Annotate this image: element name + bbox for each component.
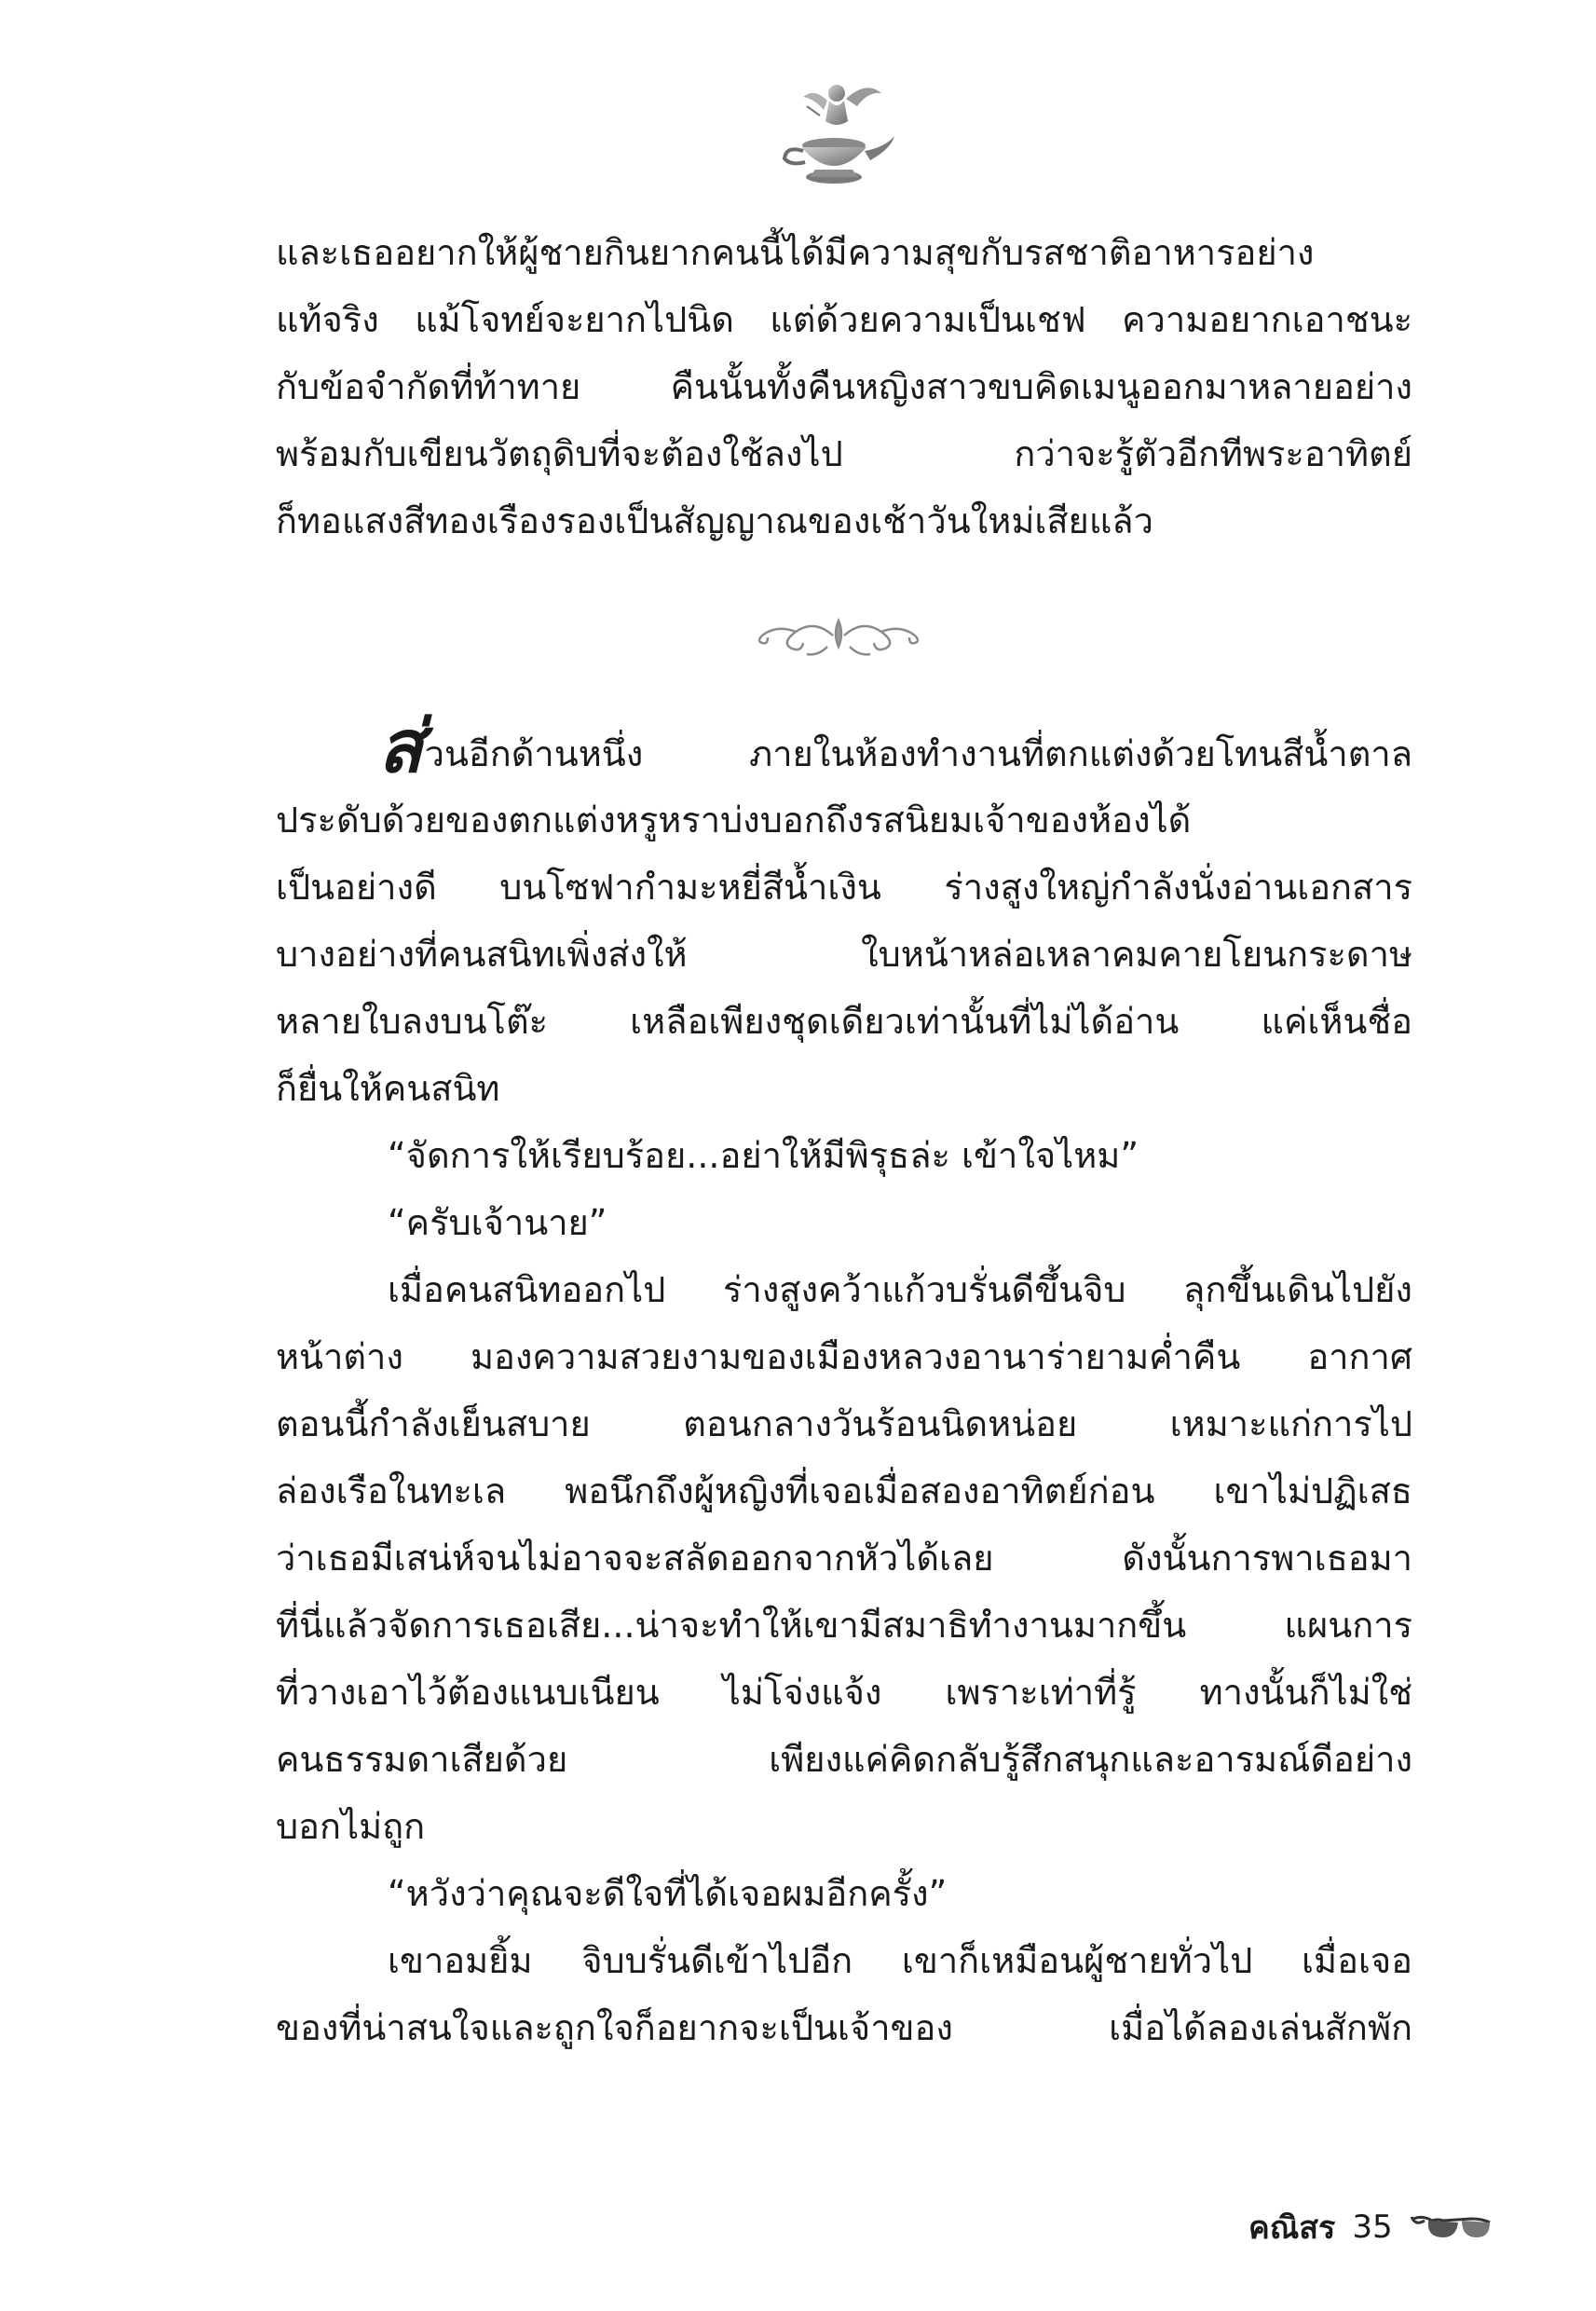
text-line: ที่นี่แล้วจัดการเธอเสีย...น่าจะทำให้เขามีสมาธิทำงานมากขึ้น แผนการ (276, 1605, 1412, 1646)
text-line: แท้จริง แม้โจทย์จะยากไปนิด แต่ด้วยความเป็นเชฟ ความอยากเอาชนะ (276, 299, 1412, 340)
page-footer (1248, 2199, 1494, 2255)
text-line: พร้อมกับเขียนวัตถุดิบที่จะต้องใช้ลงไป กว่าจะรู้ตัวอีกทีพระอาทิตย์ (276, 433, 1412, 474)
text-line: ก็ยื่นให้คนสนิท (276, 1068, 500, 1109)
book-title: คณิสร (1248, 2209, 1336, 2247)
text-line: หน้าต่าง มองความสวยงามของเมืองหลวงอานาร่ายามค่ำคืน อากาศ (276, 1336, 1412, 1377)
text-line: ของที่น่าสนใจและถูกใจก็อยากจะเป็นเจ้าของ เมื่อได้ลองเล่นสักพัก (276, 2007, 1412, 2048)
text-line: ประดับด้วยของตกแต่งหรูหราบ่งบอกถึงรสนิยมเจ้าของห้องได้ (276, 800, 1192, 841)
text-line: ว่าเธอมีเสน่ห์จนไม่อาจจะสลัดออกจากหัวได้เลย ดังนั้นการพาเธอมา (276, 1538, 1412, 1579)
sunglasses-icon (1410, 2211, 1494, 2243)
text-line: เมื่อคนสนิทออกไป ร่างสูงคว้าแก้วบรั่นดีขึ้นจิบ ลุกขึ้นเดินไปยัง (388, 1269, 1412, 1310)
text-line-first (276, 705, 1412, 789)
text-line: และเธออยากให้ผู้ชายกินยากคนนี้ได้มีความสุขกับรสชาติอาหารอย่าง (276, 232, 1315, 273)
text-line: คนธรรมดาเสียด้วย เพียงแค่คิดกลับรู้สึกสนุกและอารมณ์ดีอย่าง (276, 1739, 1412, 1780)
paragraph-block-2 (276, 705, 1412, 2061)
drop-cap: ส่ (378, 705, 423, 789)
text-line: บอกไม่ถูก (276, 1806, 426, 1847)
dialogue-line: “ครับเจ้านาย” (388, 1202, 607, 1243)
first-line-text: วนอีกด้านหนึ่ง ภายในห้องทำงานที่ตกแต่งด้วยโทนสีน้ำตาล (424, 733, 1412, 774)
text-line: หลายใบลงบนโต๊ะ เหลือเพียงชุดเดียวเท่านั้นที่ไม่ได้อ่าน แค่เห็นชื่อ (276, 1001, 1412, 1042)
page-number: 35 (1352, 2208, 1393, 2246)
dialogue-line: “หวังว่าคุณจะดีใจที่ได้เจอผมอีกครั้ง” (388, 1873, 948, 1914)
text-line: เป็นอย่างดี บนโซฟากำมะหยี่สีน้ำเงิน ร่างสูงใหญ่กำลังนั่งอ่านเอกสาร (276, 867, 1412, 908)
paragraph-block-1 (276, 219, 1412, 554)
text-line: ที่วางเอาไว้ต้องแนบเนียน ไม่โจ่งแจ้ง เพราะเท่าที่รู้ ทางนั้นก็ไม่ใช่ (276, 1672, 1412, 1713)
dialogue-line: “จัดการให้เรียบร้อย...อย่าให้มีพิรุธล่ะ เข้าใจไหม” (388, 1135, 1139, 1176)
text-line: เขาอมยิ้ม จิบบรั่นดีเข้าไปอีก เขาก็เหมือนผู้ชายทั่วไป เมื่อเจอ (388, 1940, 1412, 1981)
teapot-cupid-icon (764, 73, 904, 194)
text-line: กับข้อจำกัดที่ท้าทาย คืนนั้นทั้งคืนหญิงสาวขบคิดเมนูออกมาหลายอย่าง (276, 366, 1412, 407)
text-line: ตอนนี้กำลังเย็นสบาย ตอนกลางวันร้อนนิดหน่อย เหมาะแก่การไป (276, 1403, 1412, 1444)
text-line: บางอย่างที่คนสนิทเพิ่งส่งให้ ใบหน้าหล่อเหลาคมคายโยนกระดาษ (276, 934, 1412, 975)
text-line: ก็ทอแสงสีทองเรืองรองเป็นสัญญาณของเช้าวันใหม่เสียแล้ว (276, 500, 1153, 541)
flourish-divider-icon (745, 608, 932, 663)
text-line: ล่องเรือในทะเล พอนึกถึงผู้หญิงที่เจอเมื่อสองอาทิตย์ก่อน เขาไม่ปฏิเสธ (276, 1470, 1412, 1511)
